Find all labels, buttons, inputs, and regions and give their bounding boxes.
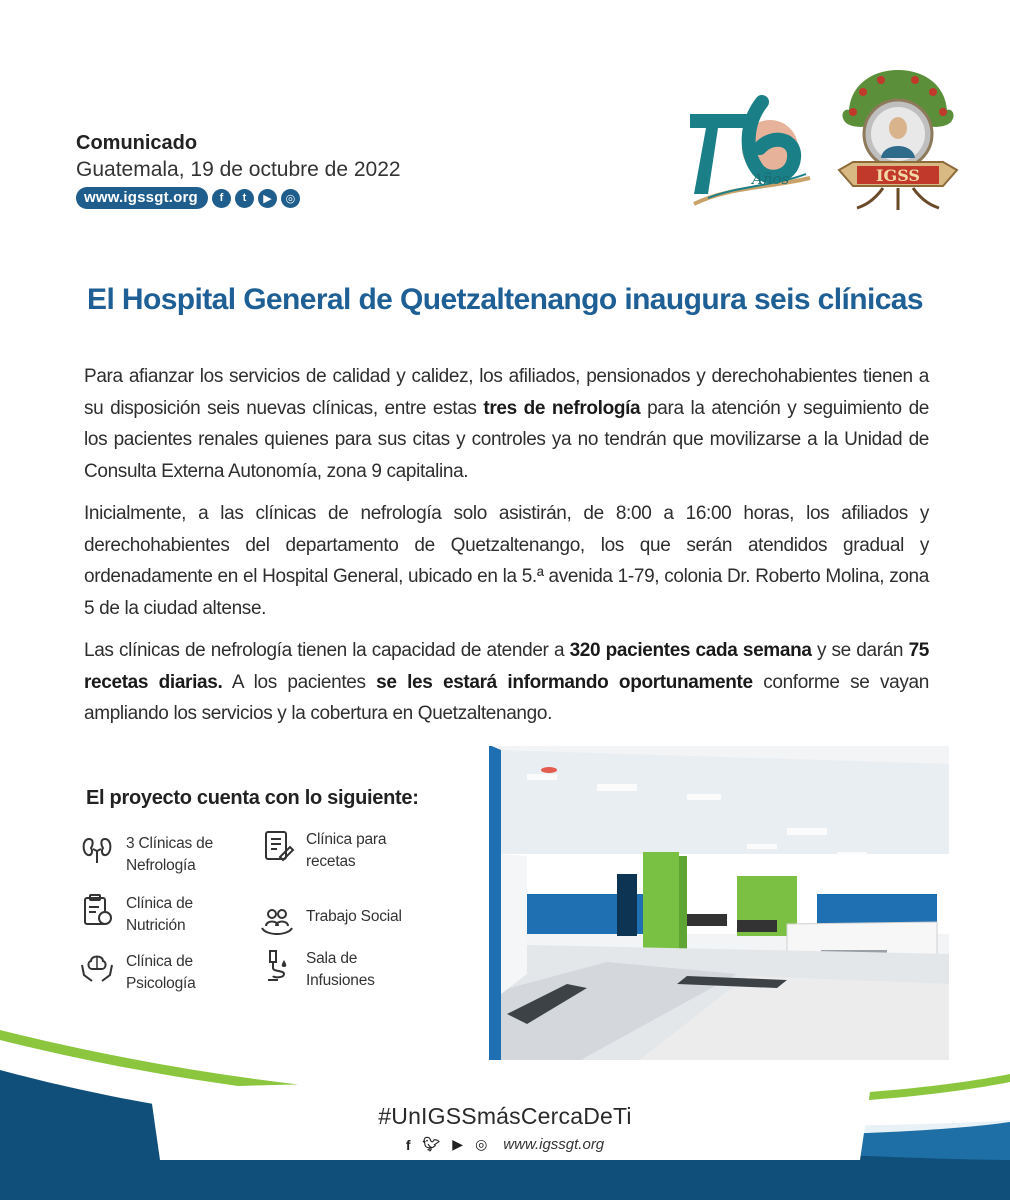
- paragraph-1: Para afianzar los servicios de calidad y calidez, los afiliados, pensionados y derechohabientes tienen a su disposición seis nuevas clínicas, entre estas tres de nefrología para la atención y seguimiento de los pacientes renales quienes para sus citas y controles ya no tendrán que movilizarse a la Unidad de Consulta Externa Autonomía, zona 9 capitalina.: [84, 366, 930, 482]
- anniversary-word: Años: [752, 170, 790, 188]
- header-social-row: [76, 187, 401, 209]
- project-item-nutrition: Clínica de Nutrición: [80, 893, 236, 937]
- igss-logo: [833, 62, 963, 212]
- project-item-psychology: Clínica de Psicología: [80, 951, 236, 995]
- social-work-icon: [260, 906, 294, 940]
- campaign-hashtag: #UnIGSSmásCercaDeTi: [378, 1103, 632, 1129]
- prescription-icon: [260, 829, 294, 863]
- website-link[interactable]: www.igssgt.org: [76, 187, 208, 209]
- project-list-title: El proyecto cuenta con lo siguiente:: [86, 787, 419, 809]
- facebook-icon[interactable]: f: [212, 189, 231, 208]
- twitter-icon[interactable]: t: [235, 189, 254, 208]
- kidneys-icon: [80, 833, 114, 867]
- youtube-icon[interactable]: ▶: [452, 1136, 464, 1152]
- article-body: [84, 361, 929, 741]
- article-title: El Hospital General de Quetzaltenango inaugura seis clínicas: [87, 283, 923, 316]
- footer-social-row: [0, 1136, 1010, 1153]
- instagram-icon[interactable]: ◎: [475, 1136, 488, 1152]
- facebook-icon[interactable]: f: [405, 1136, 411, 1153]
- infusion-icon: [260, 948, 294, 982]
- anniversary-76-logo: [688, 92, 813, 207]
- paragraph-3: Las clínicas de nefrología tienen la capacidad de atender a 320 pacientes cada semana y se darán 75 recetas diarias. A los pacientes se les estará informando oportunamente conforme se vayan ampliando los servicios y la cobertura en Quetzaltenango.: [84, 640, 929, 724]
- project-item-infusions: Sala de Infusiones: [260, 948, 416, 992]
- instagram-icon[interactable]: ◎: [281, 189, 300, 208]
- header: [76, 132, 401, 209]
- brain-hands-icon: [80, 951, 114, 985]
- release-date: Guatemala, 19 de octubre de 2022: [76, 158, 401, 181]
- project-item-social-work: Trabajo Social: [260, 906, 416, 940]
- project-item-prescriptions: Clínica para recetas: [260, 829, 416, 873]
- igss-logo-text: IGSS: [876, 166, 920, 185]
- project-item-nephrology: 3 Clínicas de Nefrología: [80, 833, 236, 877]
- twitter-icon[interactable]: 🐦︎: [422, 1136, 441, 1152]
- footer-website-link[interactable]: www.igssgt.org: [503, 1136, 605, 1153]
- youtube-icon[interactable]: ▶: [258, 189, 277, 208]
- nutrition-clipboard-icon: [80, 893, 114, 927]
- paragraph-2: Inicialmente, a las clínicas de nefrología solo asistirán, de 8:00 a 16:00 horas, los afiliados y derechohabientes del departamento de Quetzaltenango, los que serán atendidos gradual y ordenadamente en el Hospital General, ubicado en la 5.ª avenida 1-79, colonia Dr. Roberto Molina, zona 5 de la ciudad altense.: [84, 503, 929, 619]
- document-type-label: Comunicado: [76, 132, 198, 154]
